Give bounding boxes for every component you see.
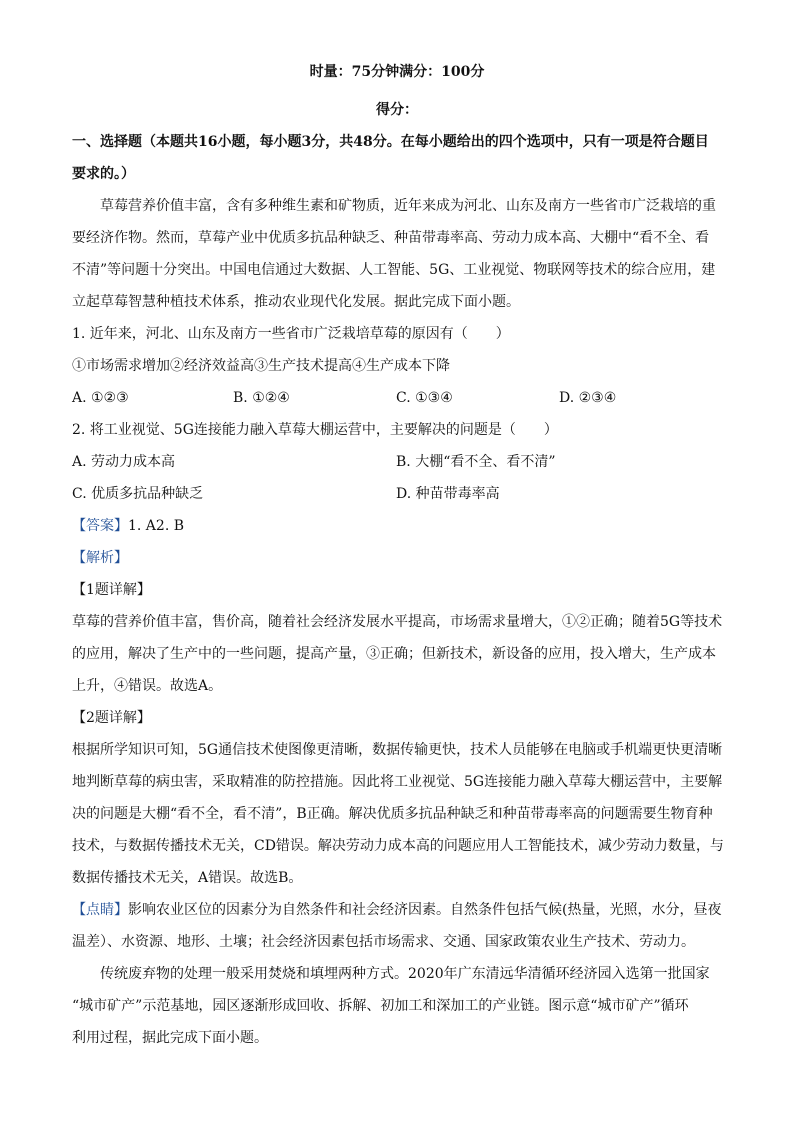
q2-option-b: B. 大棚“看不全、看不清”: [396, 454, 556, 470]
detail-1-title: 【1题详解】: [72, 582, 151, 598]
passage2-line: “城市矿产”示范基地，园区逐渐形成回收、拆解、初加工和深加工的产业链。图示意“城市矿产”循环: [72, 998, 689, 1014]
detail-1-line: 草莓的营养价值丰富，售价高，随着社会经济发展水平提高，市场需求量增大，①②正确；随着5G等技术: [72, 614, 723, 630]
passage1-line: 不清”等问题十分突出。中国电信通过大数据、人工智能、5G、工业视觉、物联网等技术的综合应用，建: [72, 262, 716, 278]
q1-option-d: D. ②③④: [559, 390, 617, 406]
detail-1-line: 的应用，解决了生产中的一些问题，提高产量，③正确；但新技术，新设备的应用，投入增大，生产成本: [72, 646, 716, 662]
exam-time-score: 时量：75分钟满分：100分: [309, 64, 485, 80]
passage2-line: 利用过程，据此完成下面小题。: [72, 1030, 268, 1046]
q2-option-d: D. 种苗带毒率高: [396, 486, 500, 502]
detail-2-line: 决的问题是大棚“看不全，看不清”，B正确。解决优质多抗品种缺乏和种苗带毒率高的问题需要生物育种: [72, 806, 713, 822]
passage1-line: 草莓营养价值丰富，含有多种维生素和矿物质，近年来成为河北、山东及南方一些省市广泛栽培的重: [100, 198, 716, 214]
question-1-stem: 1. 近年来，河北、山东及南方一些省市广泛栽培草莓的原因有（ ）: [72, 326, 510, 342]
passage1-line: 要经济作物。然而，草莓产业中优质多抗品种缺乏、种苗带毒率高、劳动力成本高、大棚中“看不全、看: [72, 230, 710, 246]
q2-option-c: C. 优质多抗品种缺乏: [72, 486, 204, 502]
question-2-stem: 2. 将工业视觉、5G连接能力融入草莓大棚运营中，主要解决的问题是（ ）: [72, 422, 558, 438]
note-tag: 【点睛】: [72, 902, 128, 918]
note-line1: [72, 900, 721, 920]
answer-tag: 【答案】: [72, 518, 128, 534]
q1-option-b: B. ①②④: [233, 390, 290, 406]
question-1-statements: ①市场需求增加②经济效益高③生产技术提高④生产成本下降: [72, 358, 450, 374]
section-title-line2: 要求的。）: [72, 166, 135, 182]
q2-option-a: A. 劳动力成本高: [72, 454, 176, 470]
q1-option-c: C. ①③④: [396, 390, 453, 406]
detail-2-line: 数据传播技术无关，A错误。故选B。: [72, 870, 303, 886]
section-title-line1: 一、选择题（本题共16小题，每小题3分，共48分。在每小题给出的四个选项中，只有一项是符合题目: [72, 134, 709, 150]
detail-2-title: 【2题详解】: [72, 710, 151, 726]
detail-2-line: 根据所学知识可知，5G通信技术使图像更清晰，数据传输更快，技术人员能够在电脑或手机端更快更清晰: [72, 742, 723, 758]
note-line2: 温差）、水资源、地形、土壤；社会经济因素包括市场需求、交通、国家政策农业生产技术、劳动力。: [72, 934, 695, 950]
answer-text: 1. A2. B: [128, 518, 185, 534]
answer-line: [72, 516, 184, 536]
detail-1-line: 上升，④错误。故选A。: [72, 678, 223, 694]
score-label: 得分：: [376, 102, 418, 118]
passage2-line: 传统废弃物的处理一般采用焚烧和填埋两种方式。2020年广东清远华清循环经济园入选第一批国家: [100, 966, 710, 982]
note-text: 影响农业区位的因素分为自然条件和社会经济因素。自然条件包括气候(热量，光照，水分，昼夜: [128, 902, 722, 918]
q1-option-a: A. ①②③: [72, 390, 129, 406]
detail-2-line: 地判断草莓的病虫害，采取精准的防控措施。因此将工业视觉、5G连接能力融入草莓大棚运营中，主要解: [72, 774, 723, 790]
detail-2-line: 技术，与数据传播技术无关，CD错误。解决劳动力成本高的问题应用人工智能技术，减少劳动力数量，与: [72, 838, 724, 854]
analysis-tag: 【解析】: [72, 550, 128, 566]
passage1-line: 立起草莓智慧种植技术体系，推动农业现代化发展。据此完成下面小题。: [72, 294, 520, 310]
